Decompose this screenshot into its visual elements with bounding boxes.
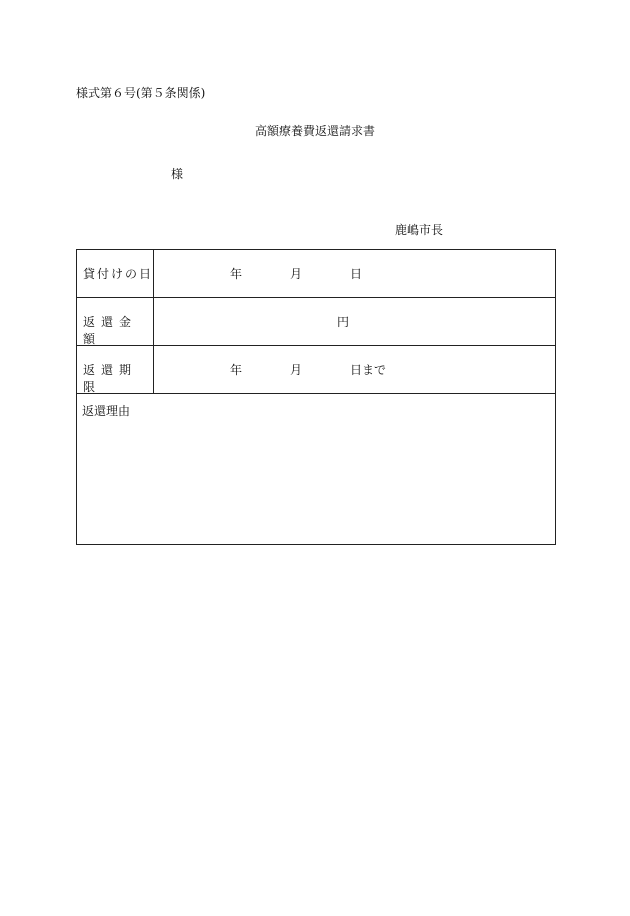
- deadline-label-cell: [77, 346, 154, 393]
- loan-date-month-unit: 月: [290, 267, 303, 281]
- deadline-row: [77, 346, 555, 394]
- reason-label: 返還理由: [82, 404, 131, 418]
- deadline-month-unit: 月: [290, 363, 303, 377]
- deadline-year-unit: 年: [230, 363, 243, 377]
- loan-date-label-cell: [77, 250, 154, 297]
- amount-label: 返還金額: [83, 315, 138, 346]
- deadline-day-unit: 日まで: [350, 363, 387, 377]
- amount-label-cell: [77, 298, 154, 345]
- loan-date-year-unit: 年: [230, 267, 243, 281]
- loan-date-label: 貸付けの日: [83, 267, 154, 281]
- recipient-suffix: 様: [171, 167, 184, 181]
- amount-yen-unit: 円: [337, 315, 350, 329]
- issuer-name: 鹿嶋市長: [395, 223, 444, 237]
- loan-date-row: [77, 250, 555, 298]
- deadline-label: 返還期限: [83, 363, 138, 394]
- amount-row: [77, 298, 555, 346]
- form-number: 様式第６号(第５条関係): [76, 86, 206, 100]
- form-table: [76, 249, 556, 545]
- loan-date-day-unit: 日: [350, 267, 363, 281]
- reason-row: [77, 394, 555, 544]
- document-title: 高額療養費返還請求書: [254, 124, 375, 138]
